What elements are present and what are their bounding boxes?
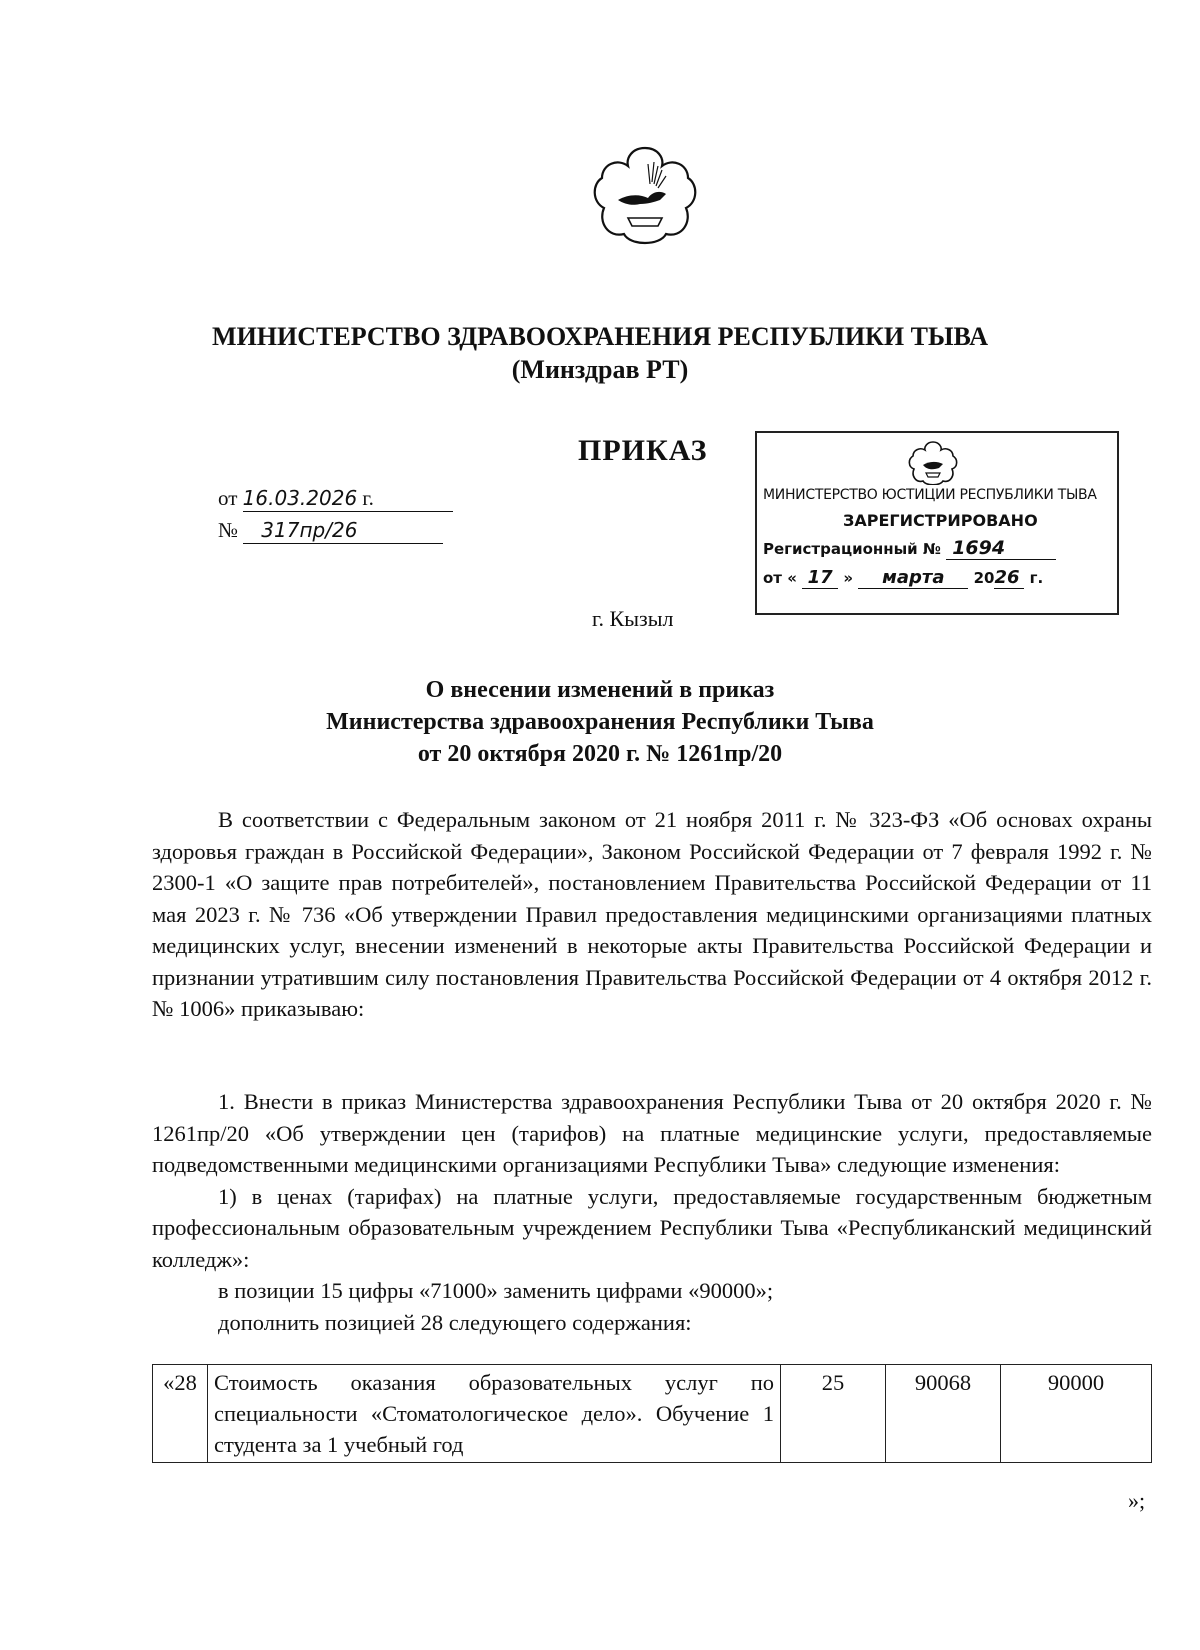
stamp-day: 17 [807, 567, 833, 588]
stamp-org: МИНИСТЕРСТВО ЮСТИЦИИ РЕСПУБЛИКИ ТЫВА [763, 487, 1097, 503]
order-date [218, 486, 453, 512]
stamp-reg-number: 1694 [952, 537, 1006, 559]
subject-line-1: О внесении изменений в приказ [425, 677, 775, 703]
closing-quote: »; [1128, 1488, 1146, 1513]
ministry-short: (Минздрав РТ) [511, 355, 689, 384]
stamp-status: ЗАРЕГИСТРИРОВАНО [843, 511, 1038, 530]
date-value: 16.03.2026 [242, 486, 358, 510]
order-number [218, 518, 443, 544]
date-prefix: от [218, 486, 238, 510]
preamble-text: В соответствии с Федеральным законом от 21 ноября 2011 г. № 323-ФЗ «Об основах охраны здоровья граждан в Российской Федерации», Законом Российской Федерации от 7 февраля 1992 г. № 2300-1 «О защите прав потребителей», постановлением Правительства Российской Федерации от 11 мая 2023 г. № 736 «Об утверждении Правил предоставления медицинскими организациями платных медицинских услуг, внесении изменений в некоторые акты Правительства Российской Федерации и признании утратившим силу постановления Правительства Российской Федерации от 4 октября 2012 г. № 1006» приказываю: [152, 807, 1152, 1021]
number-prefix: № [218, 518, 239, 542]
item-1-1: 1) в ценах (тарифах) на платные услуги, предоставляемые государственным бюджетным профессиональным образовательным учреждением Республики Тыва «Республиканский медицинский колледж»: [152, 1183, 1152, 1272]
city: г. Кызыл [592, 606, 674, 631]
date-suffix: г. [362, 486, 374, 510]
item-1: 1. Внести в приказ Министерства здравоохранения Республики Тыва от 20 октября 2020 г. № 1261пр/20 «Об утверждении цен (тарифов) на платные медицинские услуги, предоставляемые подведомственными медицинскими организациями Республики Тыва» следующие изменения: [152, 1089, 1152, 1177]
add-line: дополнить позицией 28 следующего содержания: [218, 1309, 692, 1335]
stamp-date-line: от « 17 » марта 2026 г. [763, 567, 1044, 588]
stamp-from-label: от « [763, 569, 797, 587]
cell-col3: 25 [781, 1365, 886, 1463]
preamble-paragraph [152, 804, 1152, 1025]
order-items [152, 1086, 1152, 1338]
position-28-table [152, 1364, 1152, 1463]
cell-col4: 90068 [886, 1365, 1001, 1463]
replace-line: в позиции 15 цифры «71000» заменить цифрами «90000»; [218, 1278, 774, 1303]
stamp-month: марта [882, 567, 945, 588]
cell-num: «28 [153, 1365, 208, 1463]
order-heading: ПРИКАЗ [578, 434, 708, 467]
stamp-emblem-icon [907, 439, 959, 485]
stamp-reg-line [763, 537, 1056, 560]
coat-of-arms-icon [588, 142, 702, 254]
ministry-title: МИНИСТЕРСТВО ЗДРАВООХРАНЕНИЯ РЕСПУБЛИКИ ТЫВА [212, 322, 988, 351]
stamp-year-prefix: 20 [973, 569, 995, 587]
subject-line-3: от 20 октября 2020 г. № 1261пр/20 [417, 741, 783, 767]
stamp-reg-label: Регистрационный № [763, 540, 941, 558]
cell-col5: 90000 [1001, 1365, 1152, 1463]
registration-stamp [755, 431, 1119, 615]
stamp-year-suffix: 26 [994, 567, 1020, 588]
table-row [153, 1365, 1152, 1463]
stamp-year-end: г. [1029, 569, 1044, 587]
cell-desc: Стоимость оказания образовательных услуг по специальности «Стоматологическое дело». Обучение 1 студента за 1 учебный год [208, 1365, 781, 1463]
number-value: 317пр/26 [261, 518, 358, 542]
subject-line-2: Министерства здравоохранения Республики Тыва [326, 709, 874, 735]
